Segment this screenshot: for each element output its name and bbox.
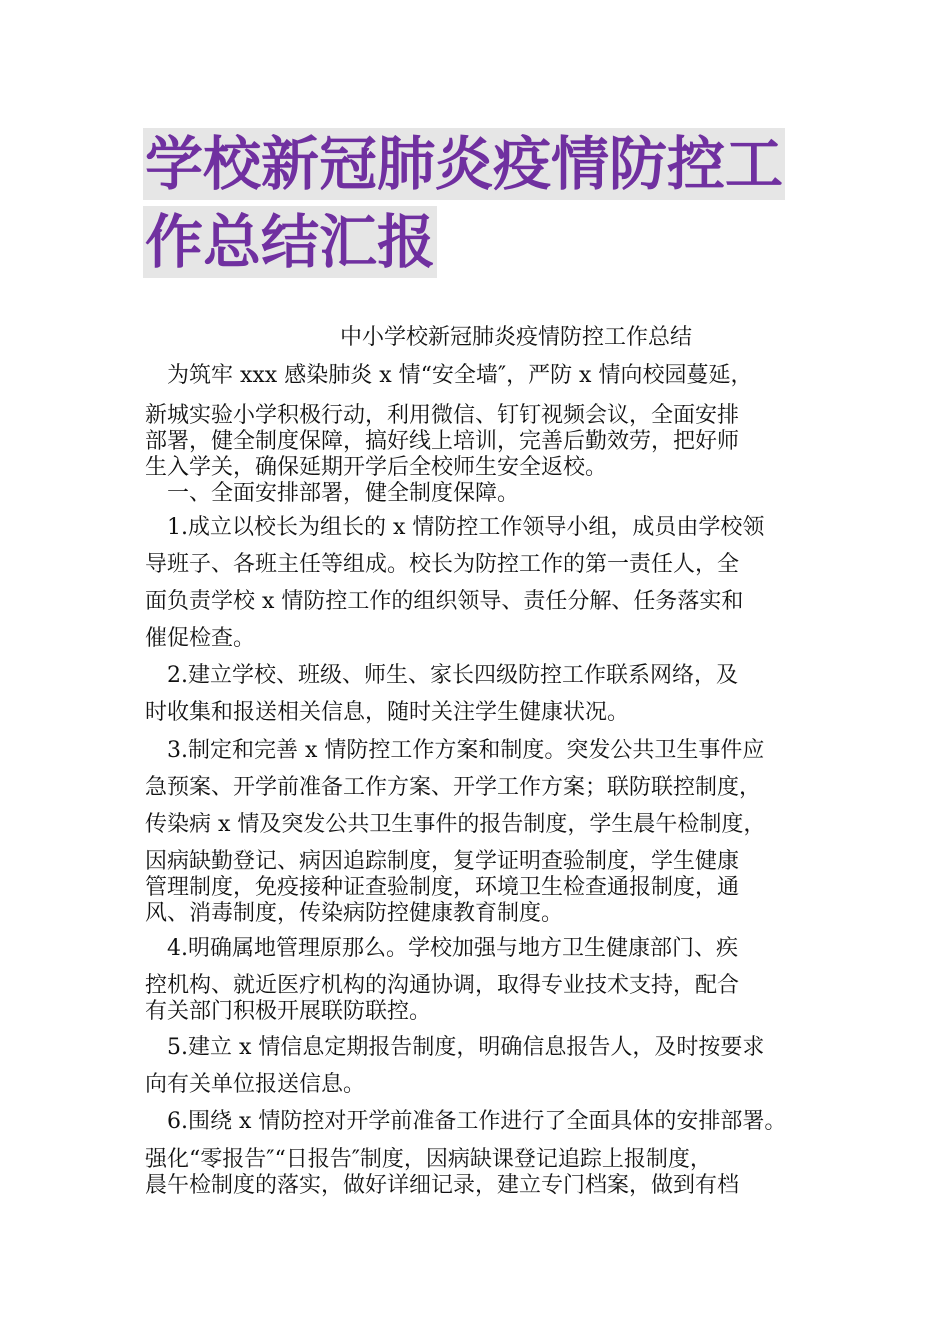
paragraph-line: 晨午检制度的落实，做好详细记录，建立专门档案，做到有档 bbox=[145, 1173, 740, 1198]
paragraph-line: 2.建立学校、班级、师生、家长四级防控工作联系网络，及 bbox=[145, 663, 738, 688]
title-line-2: 作总结汇报 bbox=[145, 208, 436, 276]
paragraph-line: 时收集和报送相关信息，随时关注学生健康状况。 bbox=[145, 700, 630, 725]
paragraph-line: 传染病 x 情及突发公共卫生事件的报告制度，学生晨午检制度， bbox=[145, 812, 766, 837]
paragraph-line: 风、消毒制度，传染病防控健康教育制度。 bbox=[145, 901, 564, 926]
paragraph-line: 部署，健全制度保障，搞好线上培训，完善后勤效劳，把好师 bbox=[145, 429, 740, 454]
paragraph-line: 面负责学校 x 情防控工作的组织领导、责任分解、任务落实和 bbox=[145, 589, 744, 614]
paragraph-line: 管理制度，免疫接种证查验制度，环境卫生检查通报制度，通 bbox=[145, 875, 740, 900]
paragraph-line: 1.成立以校长为组长的 x 情防控工作领导小组，成员由学校领 bbox=[145, 515, 765, 540]
paragraph-line: 有关部门积极开展联防联控。 bbox=[145, 999, 432, 1024]
paragraph-line: 3.制定和完善 x 情防控工作方案和制度。突发公共卫生事件应 bbox=[145, 738, 765, 763]
paragraph-line: 强化“零报告″“日报告″制度，因病缺课登记追踪上报制度， bbox=[145, 1147, 712, 1172]
title-line-1: 学校新冠肺炎疫情防控工 bbox=[145, 130, 784, 198]
document-subtitle: 中小学校新冠肺炎疫情防控工作总结 bbox=[340, 325, 693, 350]
paragraph-line: 6.围绕 x 情防控对开学前准备工作进行了全面具体的安排部署。 bbox=[145, 1109, 787, 1134]
paragraph-line: 控机构、就近医疗机构的沟通协调，取得专业技术支持，配合 bbox=[145, 973, 740, 998]
paragraph-line: 导班子、各班主任等组成。校长为防控工作的第一责任人，全 bbox=[145, 552, 740, 577]
paragraph-line: 生入学关，确保延期开学后全校师生安全返校。 bbox=[145, 455, 608, 480]
paragraph-line: 向有关单位报送信息。 bbox=[145, 1072, 366, 1097]
paragraph-line: 因病缺勤登记、病因追踪制度，复学证明查验制度，学生健康 bbox=[145, 849, 740, 874]
paragraph-line: 催促检查。 bbox=[145, 626, 256, 651]
document-title bbox=[143, 128, 823, 278]
section-heading: 一、全面安排部署，健全制度保障。 bbox=[145, 481, 520, 506]
paragraph-line: 为筑牢 xxx 感染肺炎 x 情“安全墙″，严防 x 情向校园蔓延， bbox=[145, 363, 753, 388]
paragraph-line: 5.建立 x 情信息定期报告制度，明确信息报告人，及时按要求 bbox=[145, 1035, 765, 1060]
paragraph-line: 4.明确属地管理原那么。学校加强与地方卫生健康部门、疾 bbox=[145, 936, 738, 961]
paragraph-line: 急预案、开学前准备工作方案、开学工作方案；联防联控制度， bbox=[145, 775, 762, 800]
paragraph-line: 新城实验小学积极行动，利用微信、钉钉视频会议，全面安排 bbox=[145, 403, 740, 428]
